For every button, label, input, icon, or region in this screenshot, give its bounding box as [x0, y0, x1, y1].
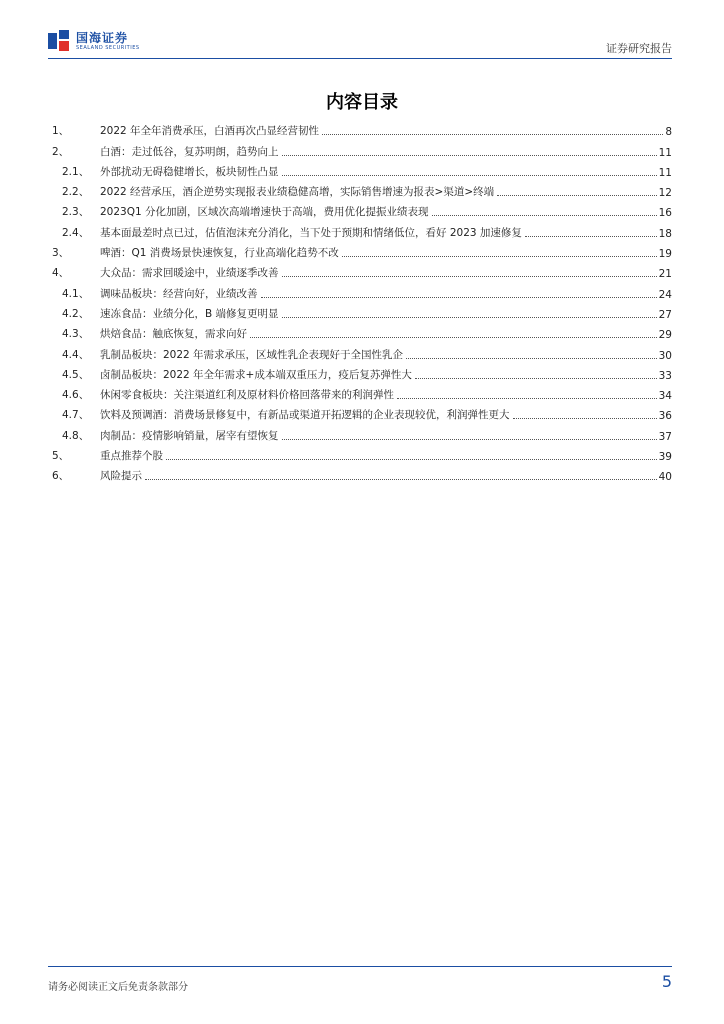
logo-name-cn: 国海证券	[76, 30, 129, 45]
toc-entry-number: 4.1、	[62, 287, 90, 300]
toc-entry[interactable]	[52, 321, 672, 341]
toc-leader-dots	[497, 195, 656, 196]
toc-entry-title: 休闲零食板块：关注渠道红利及原材料价格回落带来的利润弹性	[100, 389, 394, 402]
toc-entry-number: 4、	[52, 267, 70, 280]
toc-entry-title: 重点推荐个股	[100, 450, 163, 463]
toc-entry-title: 2023Q1 分化加剧，区域次高端增速快于高端，费用优化提振业绩表现	[100, 206, 429, 219]
toc-leader-dots	[282, 155, 657, 156]
toc-leader-dots	[342, 256, 657, 257]
toc-entry-number: 1、	[52, 125, 70, 138]
toc-entry-title: 卤制品板块：2022 年全年需求+成本端双重压力，疫后复苏弹性大	[100, 368, 412, 381]
toc-leader-dots	[166, 459, 657, 460]
toc-entry-number: 4.8、	[62, 429, 90, 442]
toc-entry-page: 8	[665, 126, 672, 139]
toc-entry-title: 基本面最差时点已过，估值泡沫充分消化，当下处于预期和情绪低位，看好 2023 加速修复	[100, 226, 522, 239]
toc-leader-dots	[415, 378, 657, 379]
report-type-label: 证券研究报告	[606, 42, 672, 55]
toc-entry-page: 27	[658, 308, 672, 321]
footer-divider	[48, 966, 672, 967]
toc-entry[interactable]	[52, 362, 672, 382]
toc-entry-number: 6、	[52, 470, 70, 483]
toc-entry-page: 39	[658, 451, 672, 464]
toc-title: 内容目录	[326, 92, 398, 113]
disclaimer-note: 请务必阅读正文后免责条款部分	[48, 982, 188, 993]
toc-entry[interactable]	[52, 443, 672, 463]
toc-entry[interactable]	[52, 179, 672, 199]
toc-entry-number: 4.6、	[62, 389, 90, 402]
toc-entry-page: 11	[658, 146, 672, 159]
toc-entry[interactable]	[52, 280, 672, 300]
toc-leader-dots	[282, 276, 657, 277]
toc-leader-dots	[432, 215, 657, 216]
toc-entry[interactable]	[52, 260, 672, 280]
toc-leader-dots	[406, 358, 657, 359]
toc-leader-dots	[513, 418, 657, 419]
toc-entry[interactable]	[52, 341, 672, 361]
toc-entry-number: 4.3、	[62, 328, 90, 341]
toc-entry-number: 2.4、	[62, 226, 90, 239]
toc-entry-number: 2.1、	[62, 165, 90, 178]
toc-leader-dots	[397, 398, 657, 399]
toc-entry-title: 白酒：走过低谷，复苏明朗，趋势向上	[100, 145, 279, 158]
logo-name-en: SEALAND SECURITIES	[76, 44, 140, 51]
toc-entry-page: 16	[658, 207, 672, 220]
page-number: 5	[661, 972, 672, 991]
toc-leader-dots	[145, 479, 657, 480]
toc-entry-page: 36	[658, 410, 672, 423]
header-divider	[48, 58, 672, 59]
toc-entry[interactable]	[52, 463, 672, 483]
toc-leader-dots	[322, 134, 663, 135]
toc-entry-title: 2022 年全年消费承压，白酒再次凸显经营韧性	[100, 125, 320, 138]
toc-entry-title: 风险提示	[100, 470, 142, 483]
toc-entry-title: 调味品板块：经营向好，业绩改善	[100, 287, 258, 300]
toc-entry-number: 2.3、	[62, 206, 90, 219]
toc-leader-dots	[282, 439, 657, 440]
toc-entry-number: 3、	[52, 247, 70, 260]
toc-entry-page: 12	[658, 187, 672, 200]
toc-entry-page: 37	[658, 430, 672, 443]
toc-entry-page: 34	[658, 390, 672, 403]
toc-entry-number: 4.5、	[62, 368, 90, 381]
toc-entry-title: 烘焙食品：触底恢复，需求向好	[100, 328, 247, 341]
company-logo	[48, 30, 140, 52]
toc-entry-number: 4.4、	[62, 348, 90, 361]
toc-entry-page: 18	[658, 227, 672, 240]
toc-entry[interactable]	[52, 422, 672, 442]
toc-entry-page: 30	[658, 349, 672, 362]
toc-entry-page: 29	[658, 329, 672, 342]
toc-leader-dots	[250, 337, 657, 338]
toc-entry-title: 速冻食品：业绩分化，B 端修复更明显	[100, 307, 279, 320]
toc-entry-page: 19	[658, 248, 672, 261]
toc-entry-title: 啤酒：Q1 消费场景快速恢复，行业高端化趋势不改	[100, 247, 339, 260]
toc-leader-dots	[282, 175, 657, 176]
toc-entry-page: 11	[658, 166, 672, 179]
toc-entry-page: 40	[658, 471, 672, 484]
toc-entry[interactable]	[52, 301, 672, 321]
toc-entry-number: 5、	[52, 450, 70, 463]
toc-entry-number: 2、	[52, 145, 70, 158]
toc-entry-number: 2.2、	[62, 186, 90, 199]
toc-entry-number: 4.2、	[62, 307, 90, 320]
toc-leader-dots	[261, 297, 657, 298]
toc-entry-page: 21	[658, 268, 672, 281]
toc-entry-number: 4.7、	[62, 409, 90, 422]
toc-entry[interactable]	[52, 382, 672, 402]
toc-entry-title: 外部扰动无碍稳健增长，板块韧性凸显	[100, 165, 279, 178]
toc-entry-title: 大众品：需求回暖途中，业绩逐季改善	[100, 267, 279, 280]
table-of-contents	[52, 118, 672, 483]
toc-entry[interactable]	[52, 402, 672, 422]
toc-entry[interactable]	[52, 138, 672, 158]
toc-entry[interactable]	[52, 240, 672, 260]
toc-entry-title: 肉制品：疫情影响销量，屠宰有望恢复	[100, 429, 279, 442]
logo-mark-icon	[48, 30, 70, 52]
toc-entry-title: 乳制品板块：2022 年需求承压，区域性乳企表现好于全国性乳企	[100, 348, 404, 361]
toc-entry-title: 饮料及预调酒：消费场景修复中，有新品或渠道开拓逻辑的企业表现较优，利润弹性更大	[100, 409, 510, 422]
toc-entry[interactable]	[52, 199, 672, 219]
page-header	[0, 0, 724, 62]
toc-entry-page: 24	[658, 288, 672, 301]
toc-entry-title: 2022 经营承压，酒企逆势实现报表业绩稳健高增，实际销售增速为报表>渠道>终端	[100, 186, 495, 199]
toc-entry[interactable]	[52, 118, 672, 138]
toc-entry[interactable]	[52, 159, 672, 179]
toc-entry[interactable]	[52, 219, 672, 239]
toc-leader-dots	[282, 317, 657, 318]
toc-entry-page: 33	[658, 369, 672, 382]
toc-leader-dots	[525, 236, 657, 237]
page-footer	[48, 966, 672, 993]
